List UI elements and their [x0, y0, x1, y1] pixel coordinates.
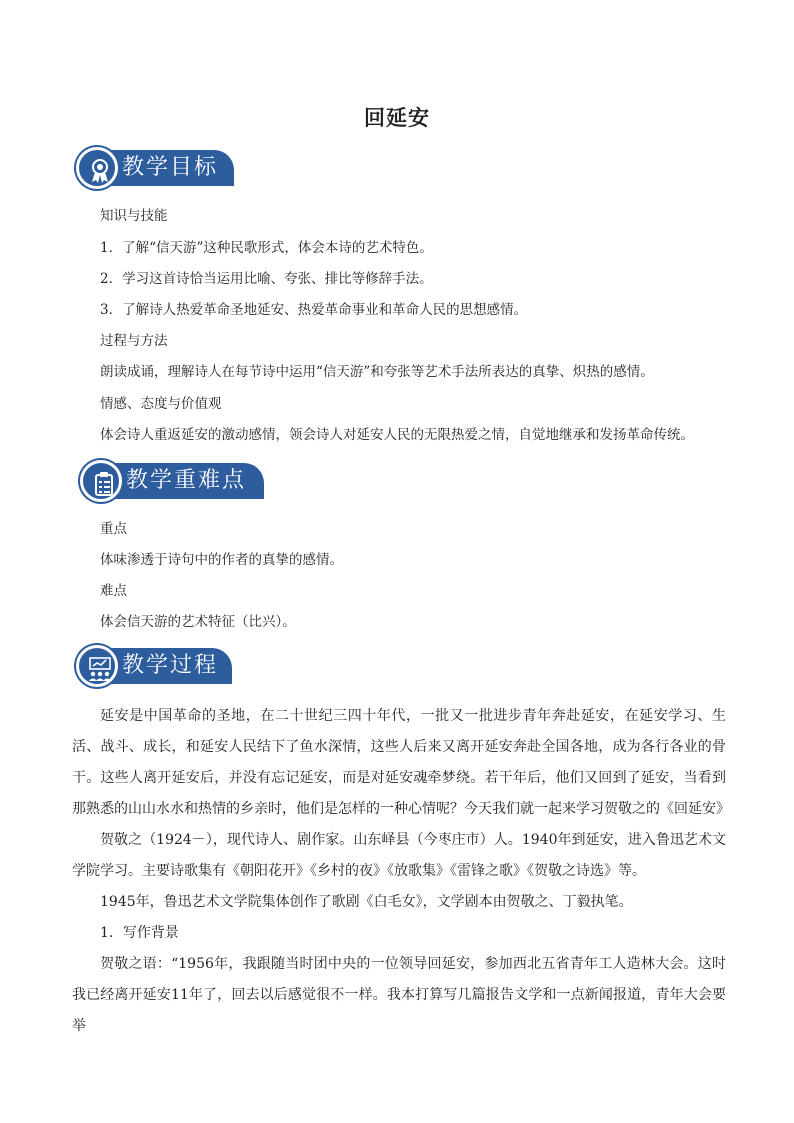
section-heading: 教学目标: [122, 155, 219, 180]
award-medal-icon: [76, 147, 118, 189]
text-line: 体味渗透于诗句中的作者的真挚的感情。: [100, 552, 343, 568]
section-banner-process: [76, 645, 232, 687]
text-line: 体会诗人重返延安的激动感情，领会诗人对延安人民的无限热爱之情，自觉地继承和发扬革命传统。: [100, 427, 694, 443]
section-banner-goals: [76, 147, 234, 189]
paragraph: 1945年，鲁迅艺术文学院集体创作了歌剧《白毛女》，文学剧本由贺敬之、丁毅执笔。: [100, 894, 633, 910]
paragraph: 延安是中国革命的圣地，在二十世纪三四十年代，一批又一批进步青年奔赴延安，在延安学习、生活、战斗、成长，和延安人民结下了鱼水深情，这些人后来又离开延安奔赴全国各地，成为各行各业的骨干。这些人离开延安后，并没有忘记延安，而是对延安魂牵梦绕。若干年后，他们又回到了延安，当看到那熟悉的山山水水和热情的乡亲时，他们是怎样的一种心情呢？今天我们就一起来学习贺敬之的《回延安》: [72, 708, 730, 817]
clipboard-list-icon: [80, 460, 122, 502]
subheading: 1．写作背景: [100, 925, 179, 941]
paragraph: 贺敬之（1924－），现代诗人、剧作家。山东峄县（今枣庄市）人。1940年到延安，进入鲁迅艺术文学院学习。主要诗歌集有《朝阳花开》《乡村的夜》《放歌集》《雷锋之歌》《贺敬之诗选》等。: [72, 832, 726, 879]
text-line: 3．了解诗人热爱革命圣地延安、热爱革命事业和革命人民的思想感情。: [100, 302, 528, 318]
people-chart-icon: [76, 645, 118, 687]
text-line: 朗读成诵，理解诗人在每节诗中运用“信天游”和夸张等艺术手法所表达的真挚、炽热的感情。: [100, 364, 654, 380]
text-line: 体会信天游的艺术特征（比兴）。: [100, 614, 296, 630]
text-line: 过程与方法: [100, 333, 168, 349]
text-line: 情感、态度与价值观: [100, 396, 222, 412]
text-line: 重点: [100, 521, 127, 537]
page-title: 回延安: [364, 105, 430, 130]
section-heading: 教学过程: [122, 653, 219, 678]
paragraph: 贺敬之语：“1956年，我跟随当时团中央的一位领导回延安，参加西北五省青年工人造林大会。这时我已经离开延安11年了，回去以后感觉很不一样。我本打算写几篇报告文学和一点新闻报道，青年大会要举: [72, 956, 726, 1034]
section-heading: 教学重难点: [126, 468, 247, 493]
text-line: 知识与技能: [100, 208, 168, 224]
text-line: 1．了解“信天游”这种民歌形式，体会本诗的艺术特色。: [100, 240, 433, 256]
section-banner-keypoints: [80, 460, 264, 502]
text-line: 2．学习这首诗恰当运用比喻、夸张、排比等修辞手法。: [100, 271, 433, 287]
text-line: 难点: [100, 583, 127, 599]
